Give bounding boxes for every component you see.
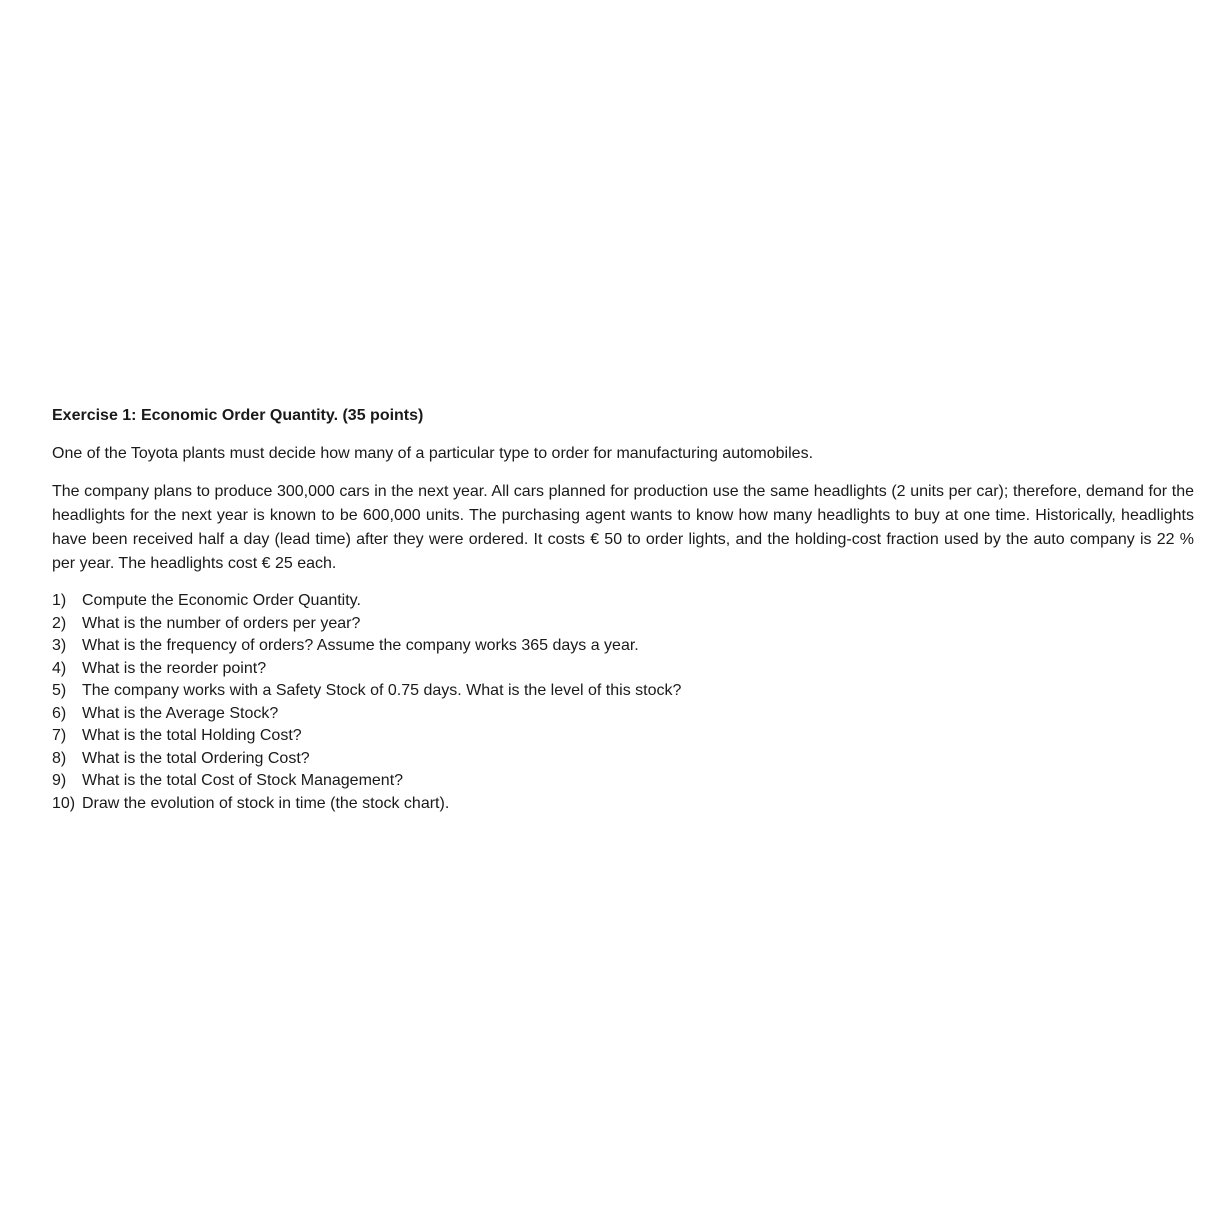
question-text: What is the total Ordering Cost? <box>82 749 310 767</box>
question-item <box>52 748 1194 771</box>
question-text: What is the total Holding Cost? <box>82 727 302 744</box>
question-number: 3) <box>52 637 67 654</box>
question-number: 4) <box>52 659 67 677</box>
question-number: 2) <box>52 614 67 632</box>
question-number: 5) <box>52 682 67 699</box>
problem-paragraph: The company plans to produce 300,000 cars in the next year. All cars planned for production use the same headlights (2 units per car); therefore, demand for the headlights for the next year is known to be 600,000 units. The purchasing agent wants to know how many headlights to buy at one time. Historically, headlights have been received half a day (lead time) after they were ordered. It costs € 50 to order lights, and the holding-cost fraction used by the auto company is 22 % per year. The headlights cost € 25 each. <box>52 483 1194 572</box>
question-number: 8) <box>52 749 67 767</box>
question-number: 6) <box>52 704 67 722</box>
exercise-title: Exercise 1: Economic Order Quantity. (35 points) <box>52 407 424 424</box>
question-text: What is the frequency of orders? Assume the company works 365 days a year. <box>82 637 639 654</box>
question-item <box>52 658 1194 681</box>
question-item <box>52 680 1194 703</box>
question-text: Compute the Economic Order Quantity. <box>82 592 361 609</box>
question-number: 1) <box>52 592 67 609</box>
question-list <box>52 590 1194 815</box>
question-text: What is the total Cost of Stock Management? <box>82 772 404 789</box>
question-item <box>52 613 1194 636</box>
question-text: What is the reorder point? <box>82 659 267 677</box>
question-number: 7) <box>52 727 67 744</box>
question-item <box>52 635 1194 658</box>
question-item <box>52 590 1194 613</box>
intro-paragraph: One of the Toyota plants must decide how many of a particular type to order for manufacturing automobiles. <box>52 445 814 462</box>
question-item <box>52 725 1194 748</box>
question-item <box>52 770 1194 793</box>
question-number: 9) <box>52 772 67 789</box>
exercise-section <box>52 404 1194 815</box>
question-text: What is the number of orders per year? <box>82 614 361 632</box>
question-text: The company works with a Safety Stock of 0.75 days. What is the level of this stock? <box>82 682 682 699</box>
question-text: What is the Average Stock? <box>82 704 279 722</box>
question-text: Draw the evolution of stock in time (the stock chart). <box>82 794 450 812</box>
question-item <box>52 703 1194 726</box>
question-number: 10) <box>52 794 76 812</box>
question-item <box>52 793 1194 816</box>
